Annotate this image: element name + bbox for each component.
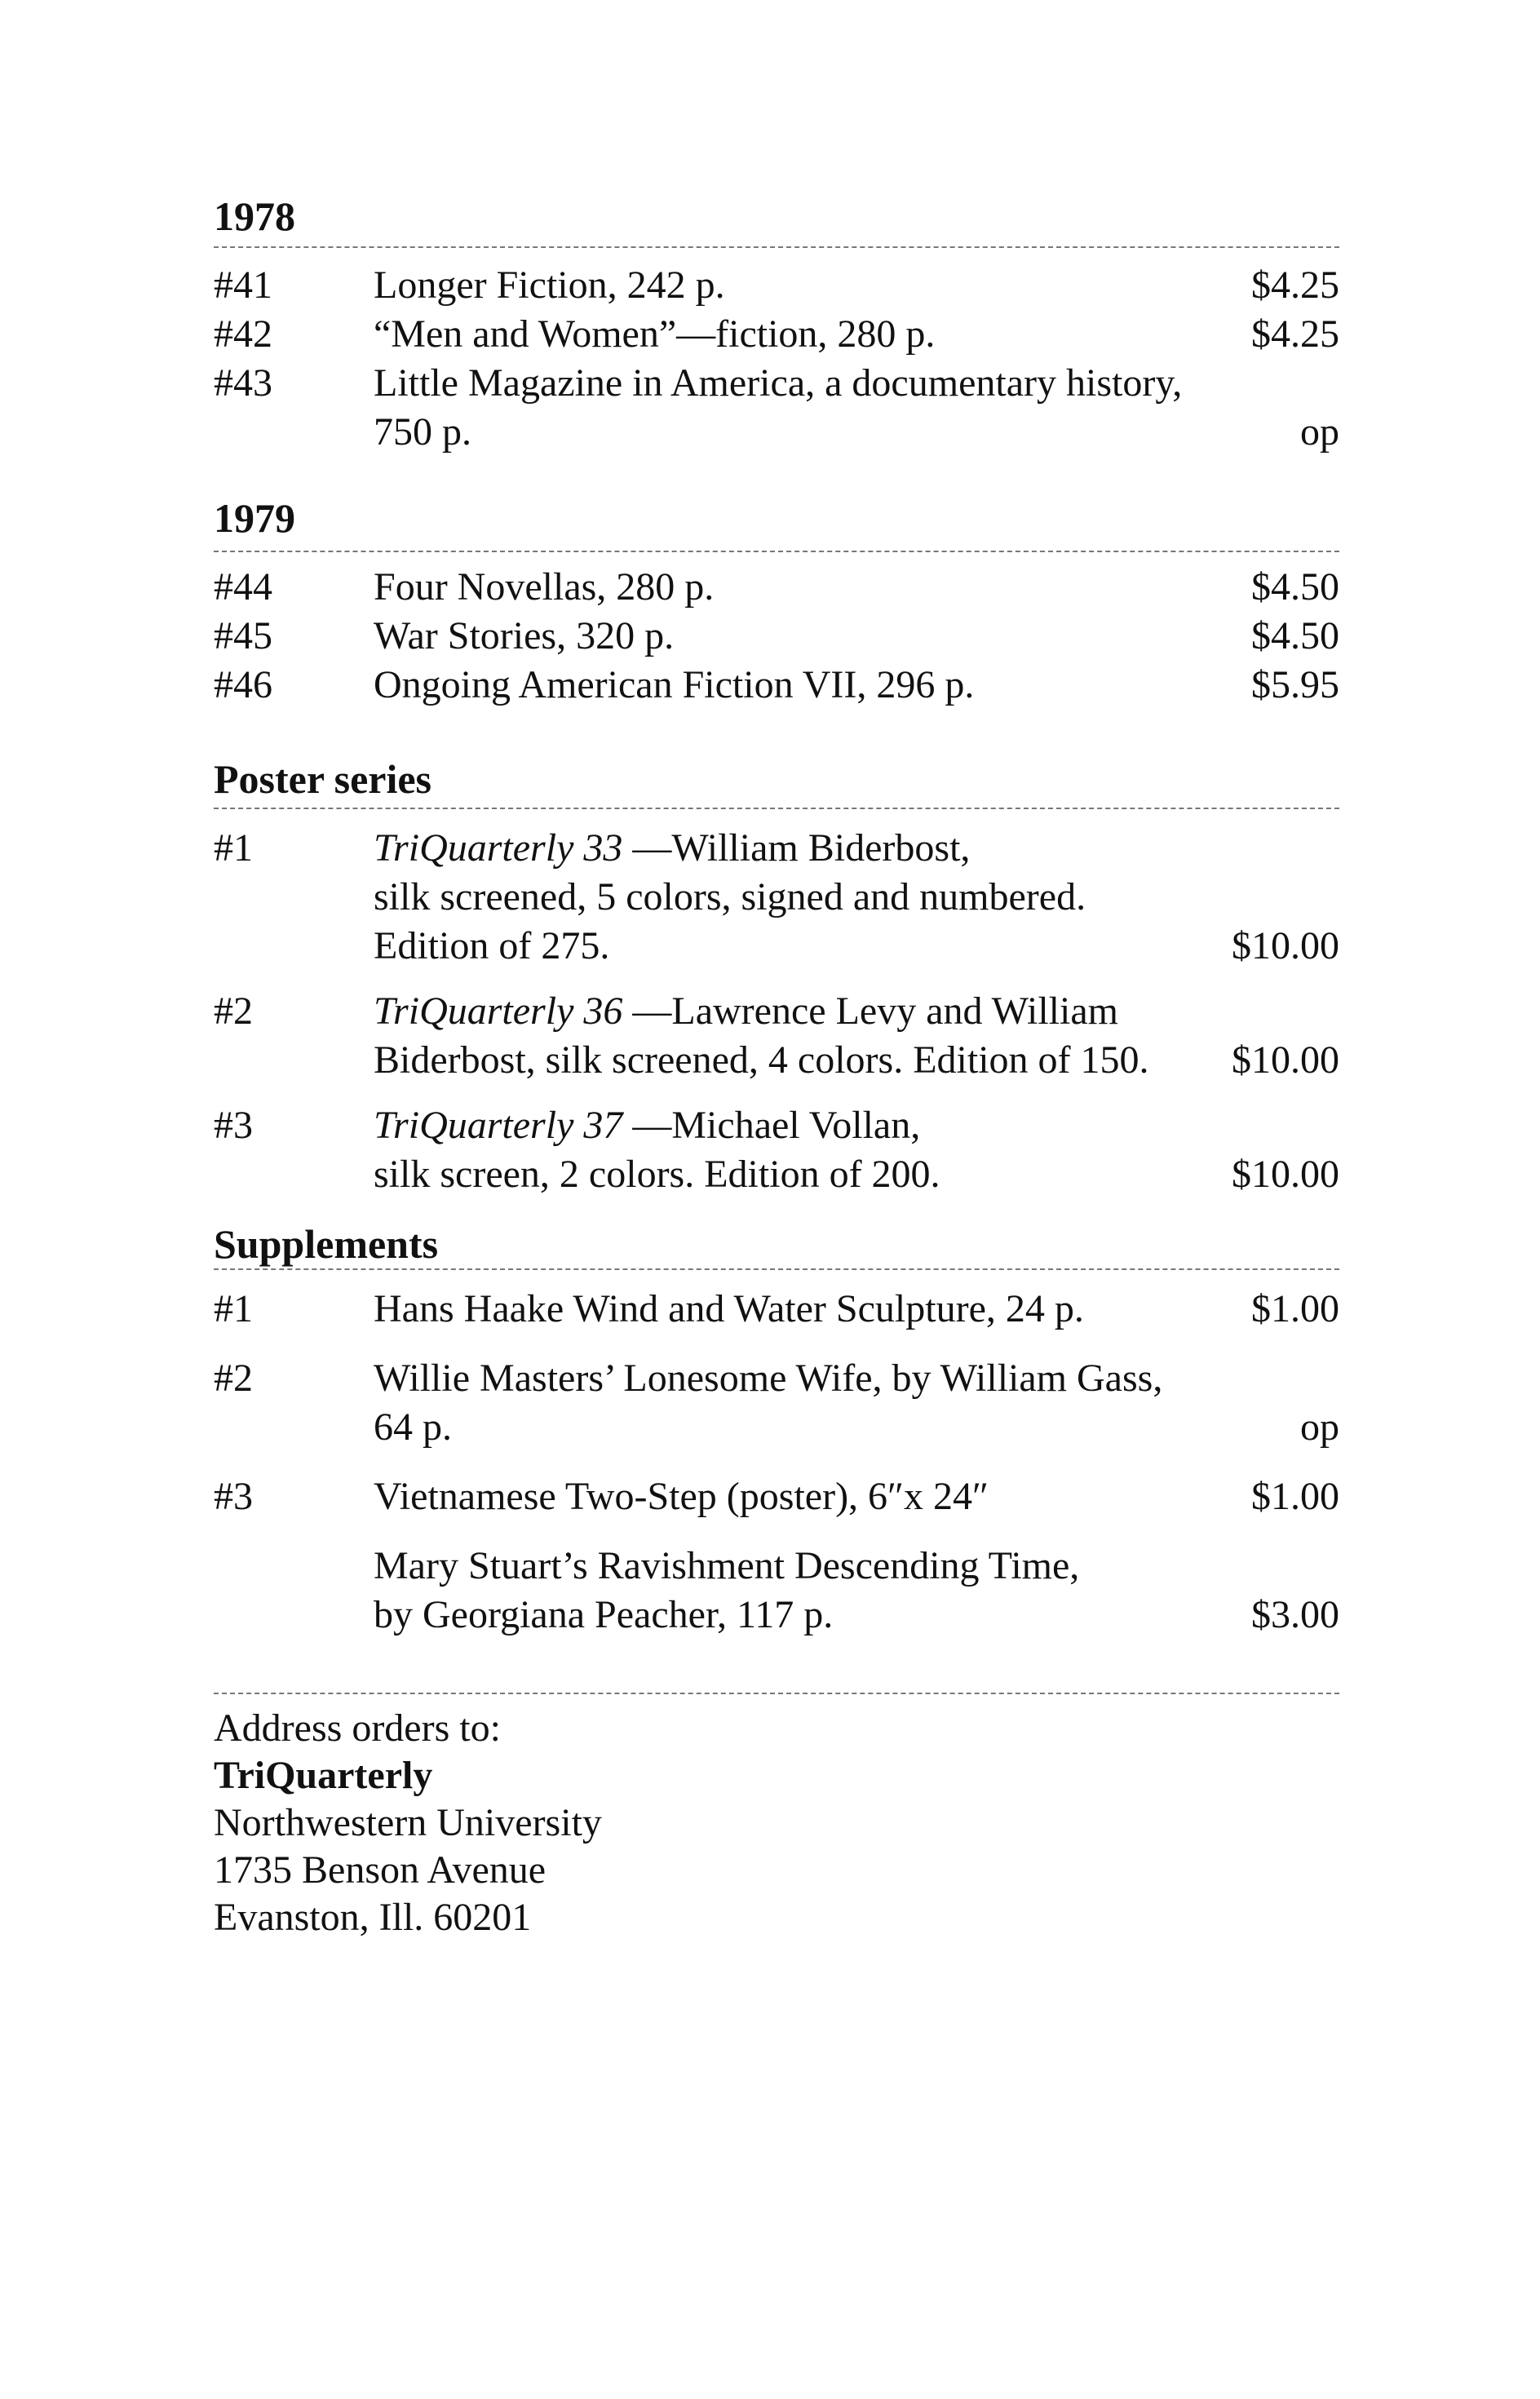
supplement-item-1 — [214, 1285, 1339, 1334]
list-item-46 — [214, 661, 1339, 710]
item-title — [374, 987, 1118, 1036]
item-title-continued: Biderbost, silk screened, 4 colors. Edition of 150. — [374, 1038, 1149, 1082]
list-item-44 — [214, 563, 1339, 612]
item-title-continued: silk screen, 2 colors. Edition of 200. — [374, 1153, 940, 1196]
poster-item-2 — [214, 987, 1339, 1085]
item-title: Longer Fiction, 242 p. — [374, 263, 725, 307]
item-number: #44 — [214, 565, 272, 609]
journal-issue-title: TriQuarterly 33 — [374, 826, 623, 870]
item-number: #3 — [214, 1475, 253, 1518]
item-title — [374, 824, 970, 873]
item-price: $4.50 — [1251, 614, 1339, 657]
item-title: Little Magazine in America, a documentary history, — [374, 361, 1183, 405]
item-title: Mary Stuart’s Ravishment Descending Time, — [374, 1544, 1080, 1587]
item-title-continued: 64 p. — [374, 1405, 452, 1449]
item-price: op — [1300, 410, 1339, 454]
item-number: #2 — [214, 989, 253, 1033]
section-rule — [214, 1268, 1339, 1270]
item-title-continued: silk screened, 5 colors, signed and numbered. — [374, 875, 1086, 918]
item-number: #1 — [214, 1287, 253, 1330]
poster-item-3 — [214, 1101, 1339, 1199]
poster-item-1 — [214, 824, 1339, 971]
address-line-3: Evanston, Ill. 60201 — [214, 1896, 532, 1939]
item-number: #1 — [214, 826, 253, 870]
address-label: Address orders to: — [214, 1706, 501, 1750]
item-title-text: —Michael Vollan, — [632, 1104, 921, 1147]
item-price: $10.00 — [1232, 1038, 1339, 1082]
item-title-text: —Lawrence Levy and William — [632, 989, 1118, 1033]
item-title-text: —William Biderbost, — [632, 826, 971, 870]
address-name: TriQuarterly — [214, 1754, 433, 1797]
item-price: op — [1300, 1405, 1339, 1449]
item-price: $4.25 — [1251, 312, 1339, 356]
item-price: $10.00 — [1232, 1153, 1339, 1196]
item-price: $10.00 — [1232, 924, 1339, 967]
list-item-42 — [214, 310, 1339, 359]
item-title-continued: 750 p. — [374, 410, 471, 454]
item-price: $3.00 — [1251, 1593, 1339, 1636]
item-number: #3 — [214, 1104, 253, 1147]
section-rule — [214, 808, 1339, 809]
section-heading-1979: 1979 — [214, 495, 295, 541]
item-number: #46 — [214, 663, 272, 706]
list-item-41 — [214, 261, 1339, 310]
item-number: #2 — [214, 1357, 253, 1400]
journal-issue-title: TriQuarterly 36 — [374, 989, 623, 1033]
section-rule — [214, 246, 1339, 248]
item-title: War Stories, 320 p. — [374, 614, 675, 657]
item-title: “Men and Women”—fiction, 280 p. — [374, 312, 936, 356]
item-title-continued: Edition of 275. — [374, 924, 610, 967]
section-heading-1978: 1978 — [214, 193, 295, 239]
item-number: #41 — [214, 263, 272, 307]
item-price: $4.25 — [1251, 263, 1339, 307]
supplement-item-3 — [214, 1472, 1339, 1521]
address-line-1: Northwestern University — [214, 1801, 602, 1844]
list-item-45 — [214, 612, 1339, 661]
supplement-item-4 — [214, 1542, 1339, 1640]
address-block — [214, 1705, 602, 1941]
list-item-43 — [214, 359, 1339, 457]
section-rule — [214, 551, 1339, 552]
section-heading-supplements: Supplements — [214, 1221, 439, 1267]
section-heading-poster-series: Poster series — [214, 756, 432, 802]
item-price: $5.95 — [1251, 663, 1339, 706]
item-title-continued: by Georgiana Peacher, 117 p. — [374, 1593, 834, 1636]
address-rule — [214, 1693, 1339, 1694]
item-title: Four Novellas, 280 p. — [374, 565, 715, 609]
item-title: Ongoing American Fiction VII, 296 p. — [374, 663, 975, 706]
item-title — [374, 1101, 920, 1150]
item-number: #42 — [214, 312, 272, 356]
item-title: Hans Haake Wind and Water Sculpture, 24 p. — [374, 1287, 1084, 1330]
item-number: #43 — [214, 361, 272, 405]
item-number: #45 — [214, 614, 272, 657]
item-title: Vietnamese Two-Step (poster), 6″x 24″ — [374, 1475, 989, 1518]
supplement-item-2 — [214, 1354, 1339, 1452]
item-price: $1.00 — [1251, 1475, 1339, 1518]
item-price: $1.00 — [1251, 1287, 1339, 1330]
journal-issue-title: TriQuarterly 37 — [374, 1104, 623, 1147]
address-line-2: 1735 Benson Avenue — [214, 1848, 547, 1892]
item-title: Willie Masters’ Lonesome Wife, by William Gass, — [374, 1357, 1163, 1400]
item-price: $4.50 — [1251, 565, 1339, 609]
